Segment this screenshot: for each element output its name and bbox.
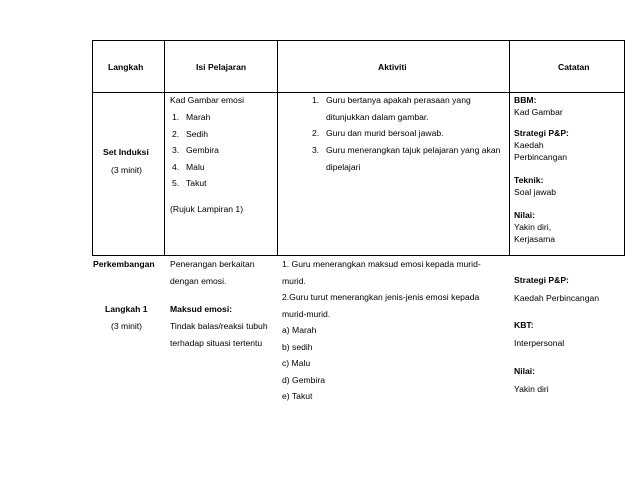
row2-kbt-label: KBT:	[514, 320, 534, 330]
row2-strategi-label: Strategi P&P:	[514, 275, 569, 285]
list-item: murid-murid.	[282, 309, 331, 319]
list-item-continuation: ditunjukkan dalam gambar.	[326, 112, 429, 122]
table-top-border	[92, 40, 625, 41]
row1-nilai-value-1: Yakin diri,	[514, 222, 552, 232]
row1-bbm-value: Kad Gambar	[514, 107, 563, 117]
row2-isi-maksud: Maksud emosi:	[170, 304, 233, 314]
list-item: 1. Guru menerangkan maksud emosi kepada murid-	[282, 259, 481, 269]
row2-langkah-sub: Langkah 1	[105, 304, 148, 314]
list-item: 1. Marah	[172, 112, 211, 122]
row2-nilai-label: Nilai:	[514, 366, 536, 376]
list-item: d) Gembira	[282, 375, 325, 385]
row1-isi-ref: (Rujuk Lampiran 1)	[170, 204, 244, 214]
list-item: a) Marah	[282, 325, 317, 335]
list-item: 3. Gembira	[172, 145, 219, 155]
col3-divider	[509, 40, 510, 256]
header-catatan: Catatan	[558, 62, 590, 72]
table-left-border	[92, 40, 93, 256]
row1-langkah-time: (3 minit)	[111, 165, 143, 175]
table-right-border	[624, 40, 625, 256]
row2-strategi-value: Kaedah Perbincangan	[514, 293, 600, 303]
row2-langkah-time: (3 minit)	[111, 321, 143, 331]
row1-bbm-label: BBM:	[514, 95, 537, 105]
row1-nilai-label: Nilai:	[514, 210, 536, 220]
row1-strategi-label: Strategi P&P:	[514, 128, 569, 138]
list-item: 3. Guru menerangkan tajuk pelajaran yang akan	[312, 145, 501, 155]
header-bottom-border	[92, 92, 625, 93]
col2-divider	[277, 40, 278, 256]
list-item: 1. Guru bertanya apakah perasaan yang	[312, 95, 471, 105]
row2-isi-line2: dengan emosi.	[170, 276, 227, 286]
row1-strategi-value-2: Perbincangan	[514, 152, 568, 162]
list-item: 4. Malu	[172, 162, 205, 172]
list-item: 2. Sedih	[172, 129, 208, 139]
row1-isi-title: Kad Gambar emosi	[170, 95, 245, 105]
list-item: 5. Takut	[172, 178, 207, 188]
row2-nilai-value: Yakin diri	[514, 384, 549, 394]
list-item: murid.	[282, 276, 306, 286]
list-item: 2.Guru turut menerangkan jenis-jenis emosi kepada	[282, 292, 480, 302]
list-item: c) Malu	[282, 358, 311, 368]
header-isi-pelajaran: Isi Pelajaran	[196, 62, 247, 72]
row1-teknik-label: Teknik:	[514, 175, 544, 185]
row1-langkah-title: Set Induksi	[103, 147, 149, 157]
row1-bottom-border	[92, 255, 625, 256]
row2-kbt-value: Interpersonal	[514, 338, 565, 348]
row1-teknik-value: Soal jawab	[514, 187, 557, 197]
row1-strategi-value-1: Kaedah	[514, 140, 544, 150]
row2-langkah-title: Perkembangan	[93, 259, 155, 269]
header-aktiviti: Aktiviti	[378, 62, 407, 72]
row2-isi-line3: Tindak balas/reaksi tubuh	[170, 321, 268, 331]
list-item-continuation: dipelajari	[326, 162, 361, 172]
list-item: e) Takut	[282, 391, 313, 401]
header-langkah: Langkah	[108, 62, 144, 72]
row1-nilai-value-2: Kerjasama	[514, 234, 556, 244]
list-item: b) sedih	[282, 342, 313, 352]
list-item: 2. Guru dan murid bersoal jawab.	[312, 128, 444, 138]
row2-isi-line1: Penerangan berkaitan	[170, 259, 255, 269]
col1-divider	[164, 40, 165, 256]
row2-isi-line4: terhadap situasi tertentu	[170, 338, 263, 348]
